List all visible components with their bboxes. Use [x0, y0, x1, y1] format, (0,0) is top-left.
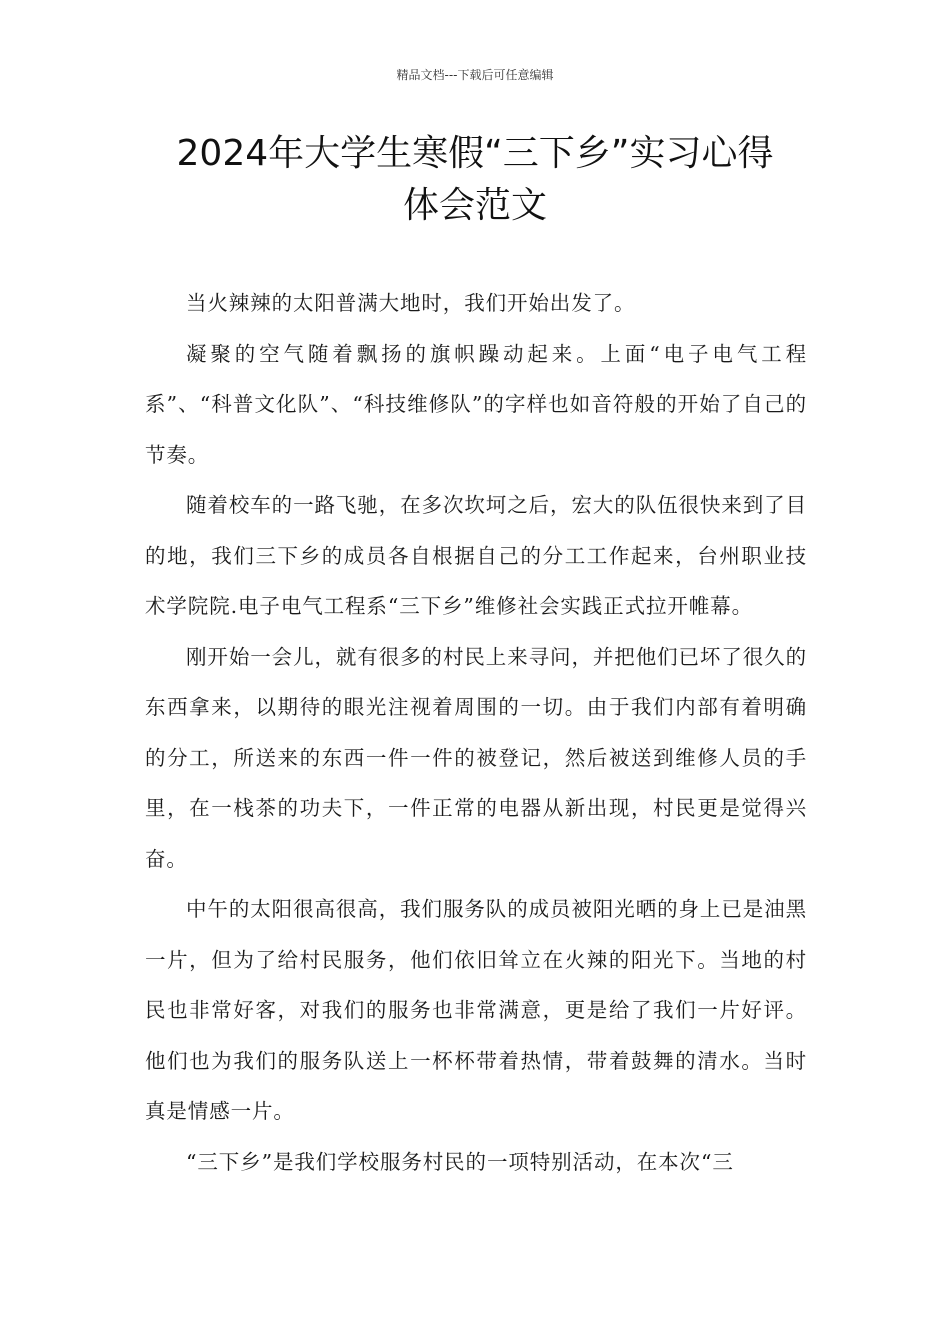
paragraph: 凝聚的空气随着飘扬的旗帜躁动起来。上面“电子电气工程系”、“科普文化队”、“科技维修队”的字样也如音符般的开始了自己的节奏。: [145, 341, 807, 467]
paragraph: 刚开始一会儿，就有很多的村民上来寻问，并把他们已坏了很久的东西拿来，以期待的眼光注视着周围的一切。由于我们内部有着明确的分工，所送来的东西一件一件的被登记，然后被送到维修人员的手里，在一栈茶的功夫下，一件正常的电器从新出现，村民更是觉得兴奋。: [145, 644, 807, 871]
document-body: [145, 278, 807, 1187]
paragraph: 当火辣辣的太阳普满大地时，我们开始出发了。: [186, 291, 636, 315]
paragraph: “三下乡”是我们学校服务村民的一项特别活动，在本次“三: [186, 1149, 734, 1174]
paragraph: 随着校车的一路飞驰，在多次坎坷之后，宏大的队伍很快来到了目的地，我们三下乡的成员各自根据自己的分工工作起来，台州职业技术学院院.电子电气工程系“三下乡”维修社会实践正式拉开帷幕。: [145, 493, 807, 618]
header-note: 精品文档---下载后可任意编辑: [396, 68, 554, 82]
page-title: [120, 128, 830, 232]
paragraph: 中午的太阳很高很高，我们服务队的成员被阳光晒的身上已是油黑一片，但为了给村民服务，他们依旧耸立在火辣的阳光下。当地的村民也非常好客，对我们的服务也非常满意，更是给了我们一片好评。他们也为我们的服务队送上一杯杯带着热情，带着鼓舞的清水。当时真是情感一片。: [145, 897, 807, 1123]
title-line-1: 2024年大学生寒假“三下乡”实习心得: [176, 133, 774, 174]
title-line-2: 体会范文: [402, 185, 547, 226]
